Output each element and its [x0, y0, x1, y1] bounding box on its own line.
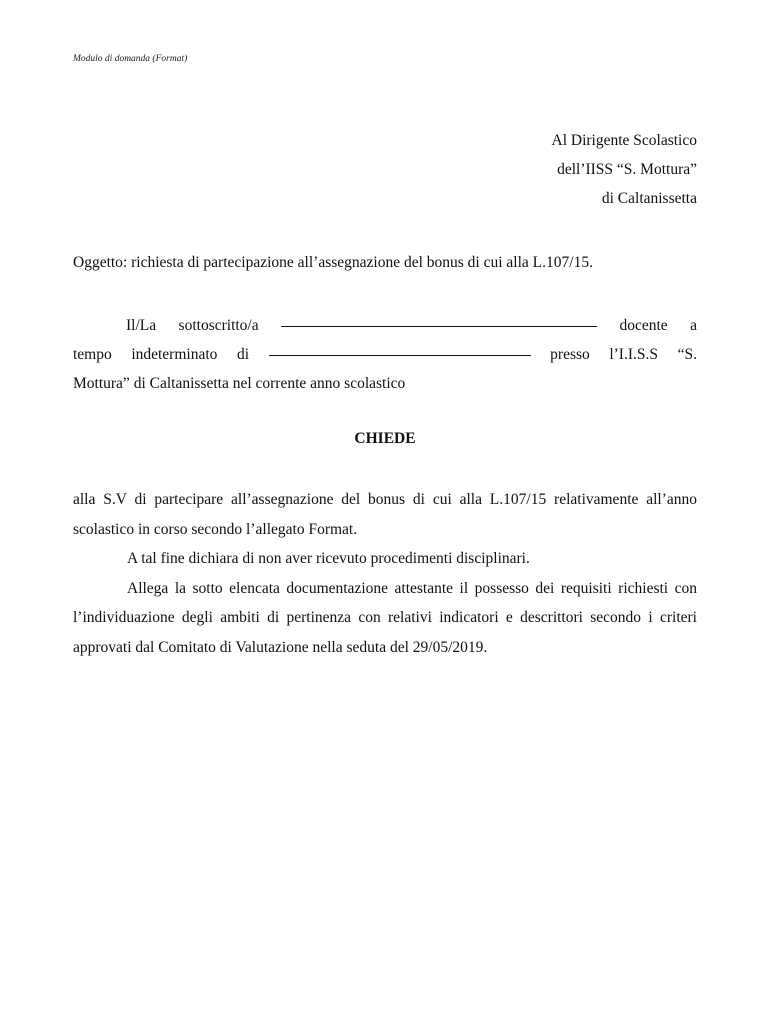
- intro-word: sottoscritto/a: [178, 317, 259, 334]
- section-heading: CHIEDE: [354, 430, 416, 447]
- body-paragraph-1: alla S.V di partecipare all’assegnazione del bonus di cui alla L.107/15 relativamente all’anno scolastico in corso secondo l’allegato Format.: [73, 491, 697, 538]
- intro-word: l’I.I.S.S: [609, 346, 658, 363]
- recipient-block: [552, 126, 698, 213]
- subject-line: Oggetto: richiesta di partecipazione all’assegnazione del bonus di cui alla L.107/15.: [73, 254, 593, 271]
- intro-word: tempo: [73, 346, 112, 363]
- recipient-line-2: dell’IISS “S. Mottura”: [557, 161, 697, 178]
- body-paragraph-2: A tal fine dichiara di non aver ricevuto procedimenti disciplinari.: [127, 550, 530, 567]
- intro-word: indeterminato: [131, 346, 218, 363]
- name-blank-field[interactable]: [281, 311, 597, 327]
- recipient-line-1: Al Dirigente Scolastico: [551, 132, 697, 149]
- subject-blank-field[interactable]: [269, 340, 531, 356]
- body-text: [73, 485, 697, 662]
- intro-word: presso: [550, 346, 590, 363]
- header-note: Modulo di domanda (Format): [73, 54, 188, 64]
- intro-word: di: [236, 346, 250, 363]
- intro-line-3: Mottura” di Caltanissetta nel corrente anno scolastico: [73, 375, 406, 392]
- recipient-line-3: di Caltanissetta: [601, 190, 697, 207]
- intro-line-2: [73, 340, 697, 369]
- intro-word: a: [690, 317, 697, 334]
- intro-word: “S.: [677, 346, 697, 363]
- intro-line-1: [73, 311, 697, 340]
- intro-paragraph: [73, 311, 697, 398]
- intro-word: Il/La: [126, 317, 157, 334]
- intro-word: docente: [619, 317, 668, 334]
- body-paragraph-3: Allega la sotto elencata documentazione attestante il possesso dei requisiti richiesti con l’individuazione degli ambiti di pertinenza con relativi indicatori e descrittori secondo i criteri approvati dal Comitato di Valutazione nella seduta del 29/05/2019.: [73, 579, 697, 656]
